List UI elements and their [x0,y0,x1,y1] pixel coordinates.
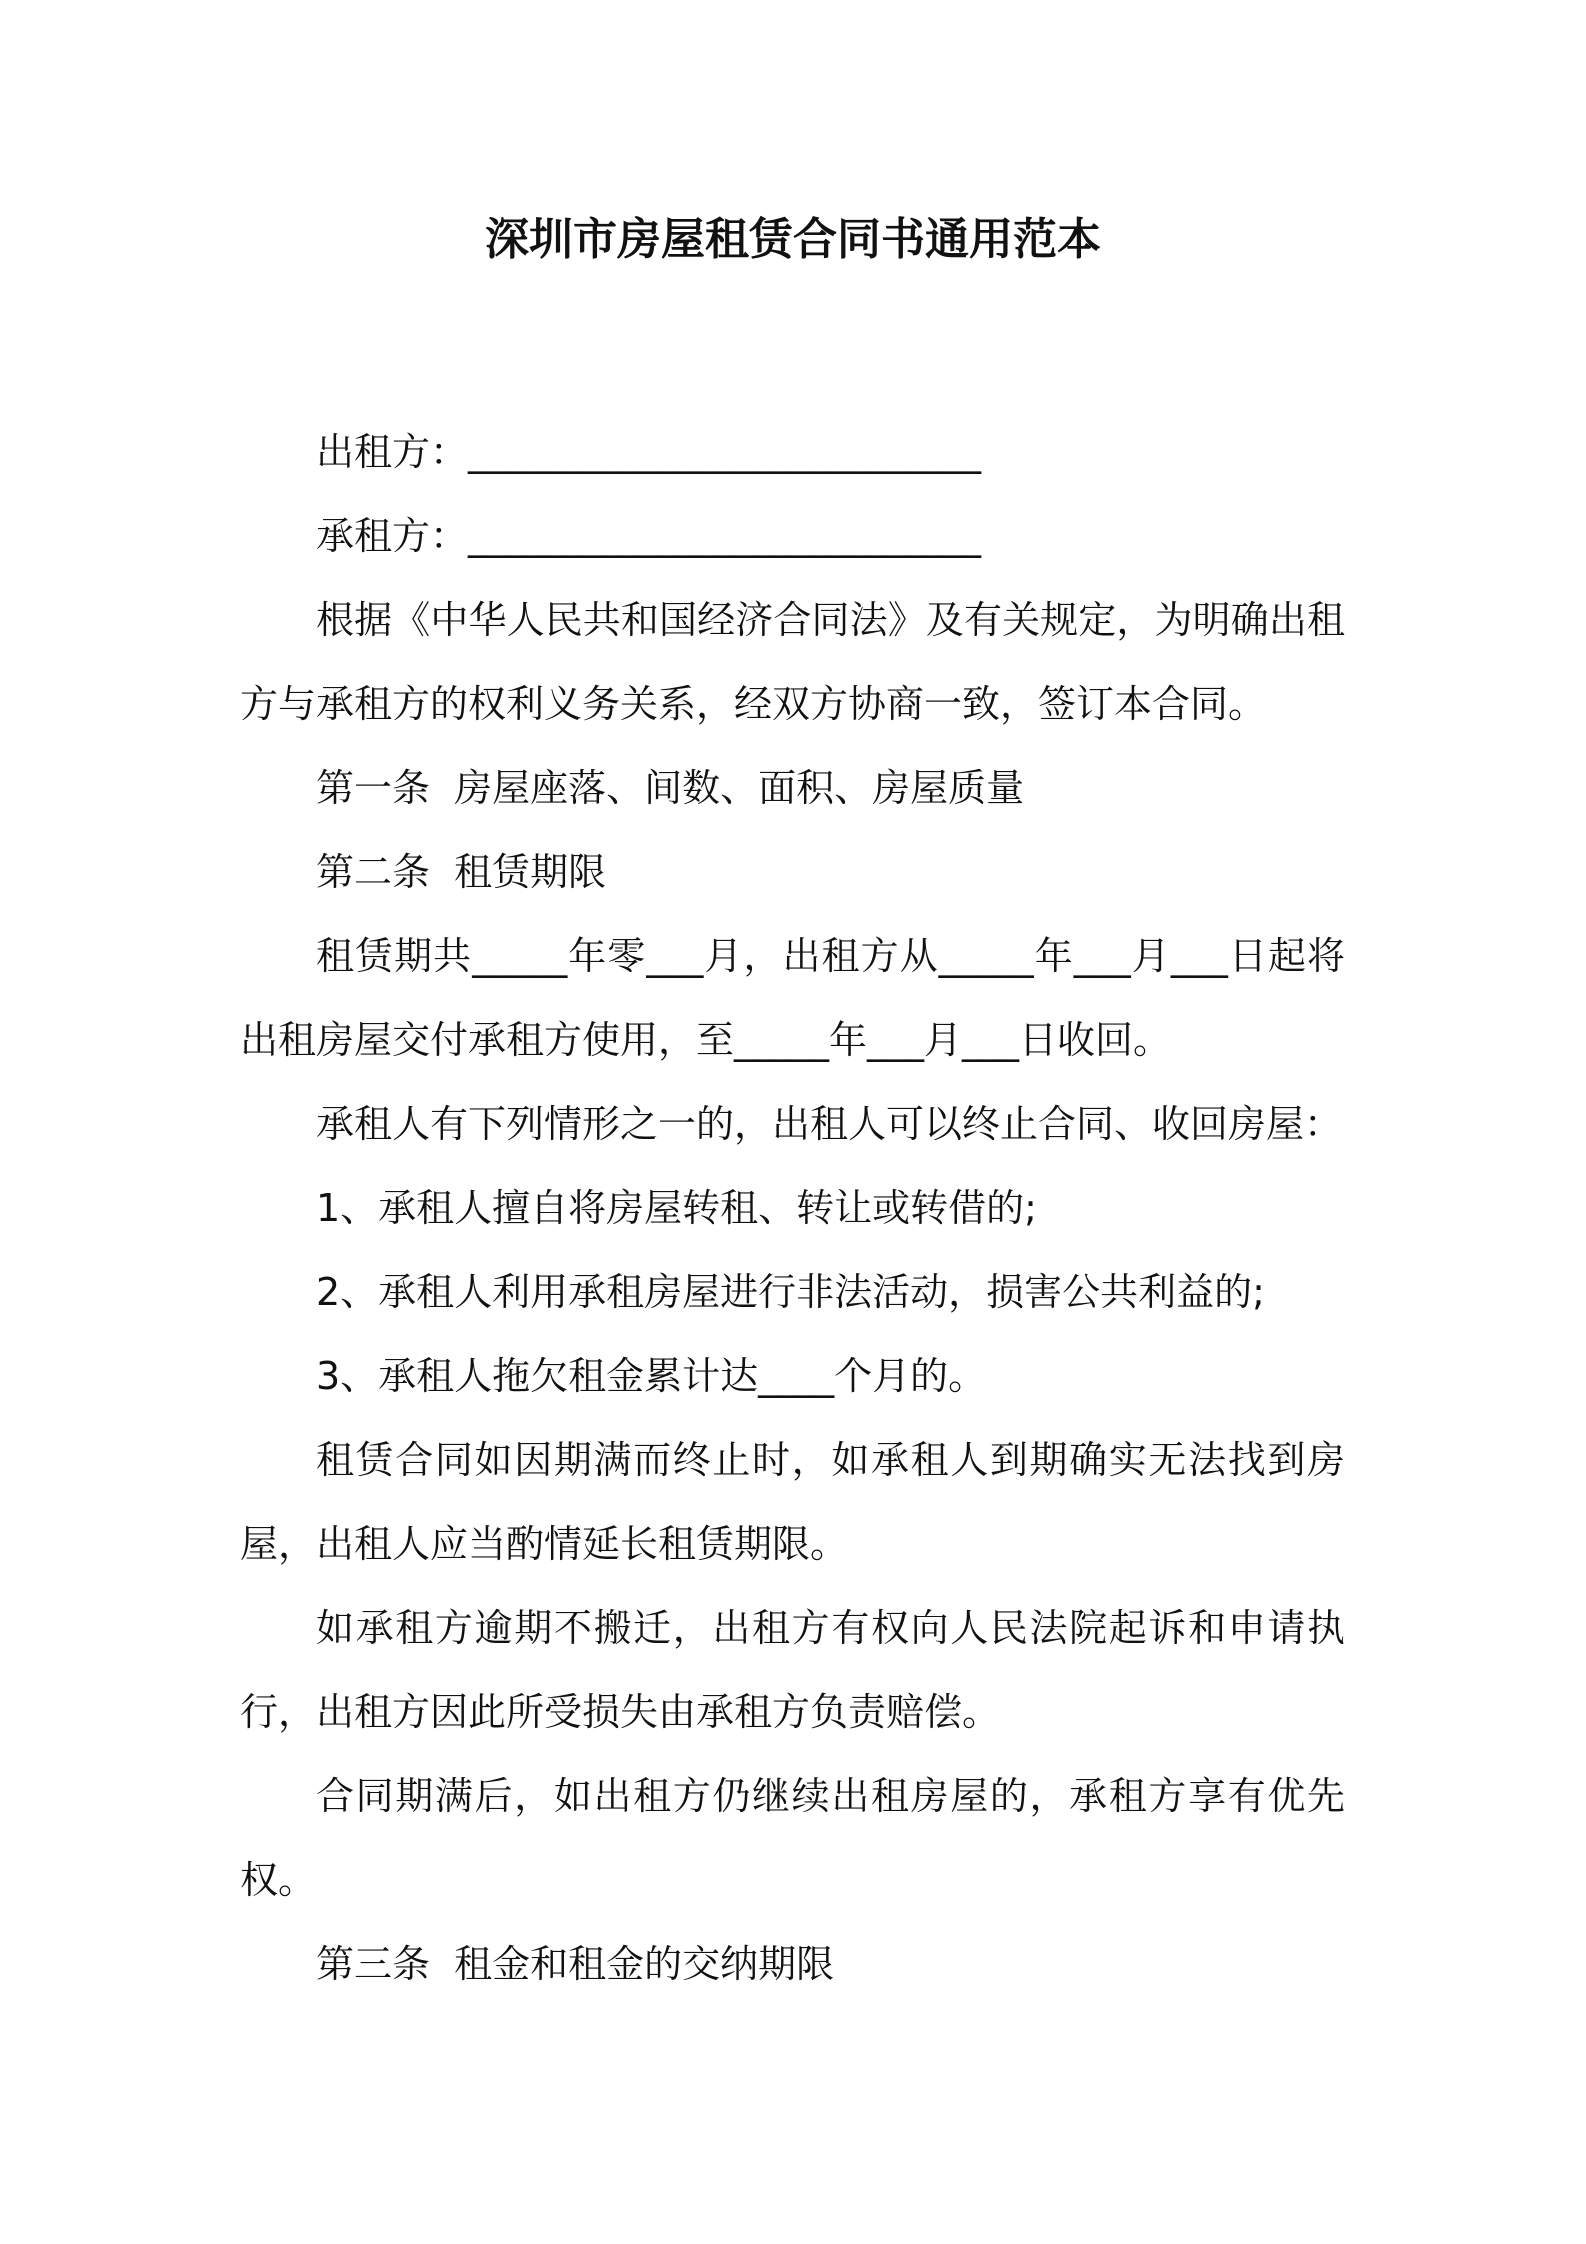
termination-item-2: 2、承租人利用承租房屋进行非法活动，损害公共利益的; [316,1270,1265,1314]
overdue-move-paragraph: 如承租方逾期不搬迁，出租方有权向人民法院起诉和申请执行，出租方因此所受损失由承租方负责赔偿。 [240,1606,1345,1734]
article-1-heading: 第一条 房屋座落、间数、面积、房屋质量 [316,766,1025,810]
expiry-extension-paragraph: 租赁合同如因期满而终止时，如承租人到期确实无法找到房屋，出租人应当酌情延长租赁期限。 [240,1438,1345,1566]
document-title: 深圳市房屋租赁合同书通用范本 [485,214,1101,265]
termination-intro-paragraph: 承租人有下列情形之一的，出租人可以终止合同、收回房屋： [316,1102,1343,1146]
lessor-line: 出租方：___________________________ [316,430,982,474]
termination-item-3: 3、承租人拖欠租金累计达____个月的。 [316,1354,987,1398]
preamble-paragraph: 根据《中华人民共和国经济合同法》及有关规定，为明确出租方与承租方的权利义务关系，经双方协商一致，签订本合同。 [240,598,1345,726]
termination-item-1: 1、承租人擅自将房屋转租、转让或转借的; [316,1186,1037,1230]
document-body [240,410,1345,2006]
article-2-heading: 第二条 租赁期限 [316,850,607,894]
priority-right-paragraph: 合同期满后，如出租方仍继续出租房屋的，承租方享有优先权。 [240,1774,1345,1902]
article-3-heading: 第三条 租金和租金的交纳期限 [316,1942,835,1986]
lease-term-paragraph: 租赁期共_____年零___月，出租方从_____年___月___日起将出租房屋交付承租方使用，至_____年___月___日收回。 [240,934,1345,1062]
lessee-line: 承租方：___________________________ [316,514,982,558]
